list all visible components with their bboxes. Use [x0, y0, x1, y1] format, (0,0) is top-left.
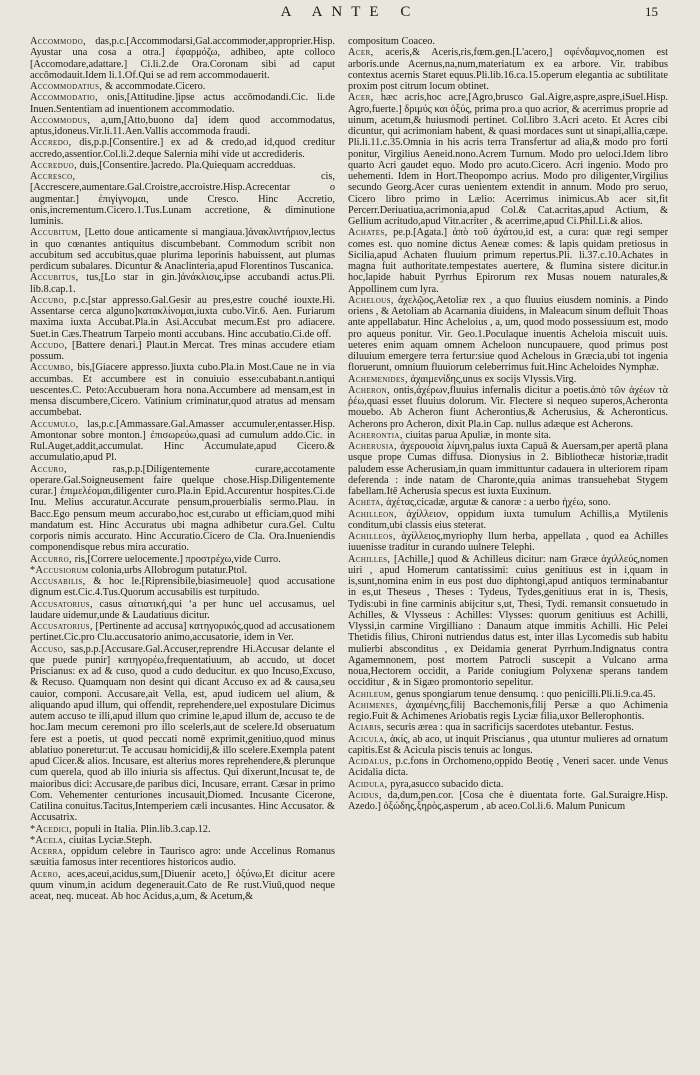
entry-text: onis,[Attitudine.]ipse actus accōmodandi.Cic. li.de Inuen.Sententiam ad inuentionem accommodatio. — [30, 92, 335, 115]
dictionary-entry — [348, 92, 668, 227]
entry-headword: Achates, — [348, 227, 388, 239]
entry-headword: Achilleon, — [348, 508, 398, 520]
entry-text: ciuitas Lyciæ.Steph. — [68, 834, 153, 846]
dictionary-entry — [348, 531, 668, 554]
dictionary-entry — [348, 509, 668, 532]
dictionary-entry — [348, 47, 668, 92]
page-number: 15 — [645, 4, 658, 19]
dictionary-entry — [348, 441, 668, 497]
dictionary-entry — [30, 644, 335, 824]
column-divider — [330, 40, 331, 1040]
entry-headword: Acicula, — [348, 733, 388, 745]
dictionary-entry — [30, 835, 335, 846]
entry-headword: Accommodatius, — [30, 81, 103, 92]
dictionary-entry — [348, 430, 668, 441]
dictionary-entry — [30, 565, 335, 576]
entry-text: tus,[Lo star in gin.]ἀνάκλισις,ipse accubandi actus.Pli. lib.8.cap.1. — [30, 272, 335, 295]
entry-text: ἀκίς, ab aco, ut inquit Priscianus , qua utuntur mulieres ad ornatum capitis.Est & Acicula piscis tenuis ac longus. — [348, 733, 668, 756]
dictionary-entry — [348, 374, 668, 385]
entry-text: populi in Italia. Plin.lib.3.cap.12. — [74, 823, 211, 835]
entry-headword: Accuro, — [30, 463, 67, 475]
entry-headword: Acerra, — [30, 846, 67, 857]
entry-text: ἀχέτας,cicadæ, argutæ & canoræ : a uerbo ἠχέω, sono. — [386, 497, 611, 509]
entry-text: ἀχίλλειος,myriophy llum herba, appellata , quod ea Achilles iuuenisse traditur in curando uulnere Telephi. — [348, 531, 668, 554]
entry-text: ras,p.p.[Diligentemente curare,accotamente operare.Gal.Soigneusement faire quelque chose.Hisp.Diligentemente curar.] ἐπιμελέομαι,diligenter curo.Pla.in Epid.Accurentur hospites.Ci.de Inu. Melius accuratur.Accurate pensum,prouerbialis sermo.Plau. in Bacc.Ego pensum meum accurabo,hoc est,curabo ut efficiam,quod mihi mandatum est. Hinc Accuratus ubi magna adhibetur cura.Gel. Cultu corporis nimis accurato. Hinc Accuratio.Cicero de Cla. Ora.Inueniendis componendisque rebus mira accuratio. — [30, 463, 335, 554]
dictionary-entry — [30, 295, 335, 340]
entry-text: bis,[Giacere appresso.]iuxta cubo.Pla.in Most.Caue ne in via accumbas. Et accumbere est in conuiuio esse:cubabant.n.antiqui uescentes.C. Peto:Accubueram hora nona.Accumbere ad mensam,est in mensa discumbere,Cicero. Vatinium criminatur,quod atratus ad mensam accumbebat. — [30, 362, 335, 419]
entry-text: & accommodate.Cicero. — [104, 81, 206, 92]
entry-headword: Acero, — [30, 868, 62, 880]
entry-text: [Achille,] quod & Achilleus dicitur: nam Græce ἀχιλλεύς,nomen uiri , apud Homerum cantatissimi: cuius genitiuus est in i,quam in is,sunt,nomina enim in eus post duo diphtongi,apud antiquos terminabantur in es,ut Theseus , Theses : Tydeus, Tydes,genitiuus erat in is, Thesis, Tydis:ubi in fine carminis abijcitur s,ut, Thesi, Tydi. remansit consuetudo in Achilles, & Vlysseus : Achilles: Vlysses: quorum genitiuus est Achilli, Vlyssi,in carmine Virgilliano : Danaum atque immitis Achilli. Hic Pelei Thetidis filius, Chironi nutriendus datus est, inter illas Lycomedis sub habitu mulierbi absconditus , ex Deidamia generat Pyrrhum.Indignatus contra Agamemnonem, post mortem Patrocli suscepit a Vulcano arma noua,Hectorem occidit, a Paride coniugium Polyxenæ sperans tandem occiditur , & in Sigæo promontorio sepelitur. — [348, 553, 668, 689]
entry-headword: Accumbo, — [30, 362, 74, 374]
running-header — [0, 4, 700, 24]
entry-headword: Accusabilis, — [30, 576, 86, 587]
entry-headword: Accubitum, — [30, 227, 81, 239]
dictionary-entry — [30, 36, 335, 81]
entry-headword: Acherusia, — [348, 441, 398, 452]
dictionary-entry — [30, 81, 335, 92]
entry-headword: Acer, — [348, 47, 374, 59]
entry-headword: Achilleos, — [348, 531, 396, 542]
entry-text: & hoc le.[Riprensibile,biasimeuole] quod accusatione dignum est.Cic.4.Tus.Quorum accusabilis est turpitudo. — [30, 576, 335, 599]
dictionary-entry — [30, 869, 335, 903]
dictionary-entry — [30, 160, 335, 171]
entry-headword: Accudo, — [30, 339, 68, 351]
entry-text: securis ærea : qua in sacrificijs sacerdotes utebantur. Festus. — [386, 722, 634, 734]
entry-headword: Achemenides, — [348, 373, 408, 385]
entry-text: sas,p.p.[Accusare.Gal.Accuser,reprendre Hi.Accusar delante el que puede punir] κατηγορέω,frequentatiuum, ab accudo, ut docet Priscianus: ex ad & cuso, quod a cudo deducitur. ex quo Incuso,Excuso, & Recuso. Quamquam non desint qui dicant Accuso ex ad & causa,seu cauior, componi. Accusare,ait Vella, est, apud iudicem uel alium, & aliquando apud illum, qui offendit, reprehendere,uel expostulare Dicimus autem accuso te illi,apud illum quo crimine le,apud illum de, accuso te de hoc.Iam mecum ceremoni pro illo scelerls,aut de scelere.Id obseruatum fere est a poetis, ut quod peccati nomē exprimit,genitiuo,quod minus ablatiuo poneretur:ut. Te accusau homicidij,& illo scelere.Exempla patent apud Cicer.& alios. Incusare, est alterius mores reprehendere,& plerunque cum querela, quod ab illo iniuria sis affectus. Qui dixerunt,Incusat te, de maioribus dici: Accusare,de paribus dici, Incusare, errant. Cæsar in primo Com. Vehementer centuriones incusauit,Diomed. Incusante Cicerone, Catilina conuitus.Tacitus,Intemperiem cæli incusantes. Hinc Accusator. & Accusatrix. — [30, 643, 335, 824]
entry-headword: Accumulo, — [30, 418, 79, 430]
entry-text: compositum Coaceo. — [348, 36, 435, 47]
entry-headword: Aciaris, — [348, 722, 385, 734]
entry-headword: *Acela, — [30, 834, 67, 846]
entry-text: [Battere denari.] Plaut.in Mercat. Tres minas accudere etiam possum. — [30, 339, 335, 362]
entry-text: ἀχελῷος,Aetoliæ rex , a quo fluuius eiusdem nominis. a Pindo oriens , & Aetoliam ab Acarnania diuidens, in Maleacum sinum defluit Thoas ante appellabatur. Hinc Acheloius , a, um, quod modo possessiuum est, modo pro aqueus ponitur. Vir. Geo.1.Poculaque inuentis Acheloia miscuit uuis. ueteres enim aquam omnem Acheloon nuncupauere, quod primus post diluuium emergere terra fertur:siue quod Achelous in Græcia,ubi tot ingenia floruerunt, omnium fluuiorum celeberrimus fuit.Hinc Acheloides Nymphæ. — [348, 294, 668, 374]
dictionary-entry — [30, 92, 335, 115]
entry-headword: Acidalus, — [348, 756, 392, 767]
entry-text: ciuitas parua Apuliæ, in monte sita. — [405, 429, 552, 441]
entry-text: das,p.c.[Accommodarsi,Gal.accommoder,approprier.Hisp. Ayustar una cosa a otra.] ἐφαρμόζω, adhibeo, apte colloco [Accomodare,adattare.] Ci.li.2.de Ora.Coronam sibi ad caput accōmodauit.Idem li.1.Of.Qui se ad rem accommodauerit. — [30, 36, 335, 81]
entry-headword: Accusatorius, — [30, 621, 93, 632]
entry-headword: Achilles, — [348, 553, 391, 565]
entry-text: ἀχαιμενίδης,unus ex socijs Vlyssis.Virg. — [410, 373, 577, 385]
entry-text: genus spongiarum tenue densumq. : quo penicilli.Pli.li.9.ca.45. — [396, 688, 656, 700]
entry-headword: Achimenes, — [348, 699, 398, 711]
dictionary-entry — [30, 272, 335, 295]
entry-headword: *Accusiorum — [30, 564, 89, 576]
dictionary-entry — [30, 227, 335, 272]
entry-text: dis,p.p.[Consentire.] ex ad & credo,ad id,quod creditur accredo,assentior.Col.li.2.deque Salernia mihi vide ut accredideris. — [30, 137, 335, 160]
dictionary-entry — [348, 295, 668, 374]
entry-text: duis,[Consentire.]acredo. Pla.Quiequam accredduas. — [79, 159, 296, 171]
dictionary-entry — [348, 227, 668, 295]
entry-text: p.c.[star appresso.Gal.Gesir au pres,estre couché iouxte.Hi. Assentarse cerca alguno]κατακλίνομαι,iuxta cubo.Vir.6. Aen. Furiarum maxima iuxta Accubat.Pla.in Asi.Accubat mecum.Est pro adiacere. Suet.in Cæs.Theatrum Tarpeio monti accubans. Hinc accubatio.Ci.de off. — [30, 294, 335, 340]
entry-headword: Accommodus, — [30, 114, 91, 126]
entry-headword: *Acedici, — [30, 823, 73, 835]
dictionary-entry — [30, 599, 335, 622]
dictionary-entry — [30, 464, 335, 554]
dictionary-entry — [348, 497, 668, 508]
dictionary-entry — [348, 756, 668, 779]
dictionary-entry — [30, 340, 335, 363]
dictionary-entry — [30, 171, 335, 227]
entry-text: hæc acris,hoc acre,[Agro,brusco Gal.Aigre,aspre,aspre,iSuel.Hisp. Agro,fuerte.] δριμύς και ὀξύς, prima pro.a quo acrior, & acerrimus proprie ad uinum, acetum,& huiusmodi pertinet. Col.libro 3.Acri aceto. Et Acres cibi dicuntur, qui acrimoniam habent, & quasi mordaces sunt ut sinapi,allia,cæpe. Pli.li.11.c.35.Omnia in his acris terra Transfertur ad alia,& modo pro forti ponitur, Virgilius Aeneid.nono.Acrem Turnum. Modo pro ueloci.Idem libro quarto Acri gaudet equo. Modo pro acuto.Cicero. Acri ingenio. Modo pro uehementi. Idem in Hort.Theopompo acrius. Modo pro diligenter,Virgilius secundo Georg.Acer curas uenientem extendit in annum. Modo pro seruo, Cicero libro primo in Lælio: Acerrimus inimicus.Ab acer sit,fit Percerr.Deriuatiua,acrimonia,apud Col.& Cat.acritas,apud Actium, & Gellium acritudo,apud Vitr.acriter , & acerrime,apud Ci.Phil.Li.& alios. — [348, 92, 668, 227]
entry-headword: Achileum, — [348, 688, 394, 700]
right-column — [348, 36, 668, 1046]
entry-headword: Accommodo, — [30, 36, 87, 47]
dictionary-entry — [30, 137, 335, 160]
dictionary-entry — [348, 700, 668, 723]
entry-headword: Accuso, — [30, 643, 67, 655]
dictionary-entry — [348, 722, 668, 733]
entry-text: pe.p.[Agata.] ἀπὸ τοῦ ἀχάτου,id est, a cura: quæ regi semper comes est. quo nomine dictus Aeneæ comes: & lapis quidam pretiosus in Sicilia,apud Achaten fluuium primum repertus.Pli. li.37.c.10.Achates in magna fuit authoritate.tempestates auertere, & flumina sistere dicitur.in hoc,lapide habuit Pyrrhus Epirorum rex Musas nouem naturales,& Appollinem cum lyra. — [348, 227, 668, 295]
dictionary-entry — [348, 385, 668, 430]
entry-text: ontis,ἀχέρων,fluuius infernalis dicitur a poetis.ἀπὸ τῶν ἀχέων τὰ ῥέω,quasi esset fluuius dolorum. Vir. Flectere si nequeo superos,Acheronta mouebo. Ab Acheron fiunt Acherontius,& Acherusius, & Acheronticus. Acherons pro Acheron, dixit Pla.in Cap. nullus adæque est Acherons. — [348, 384, 668, 430]
entry-text: p.c.fons in Orchomeno,oppido Beotię , Veneri sacer. unde Venus Acidalia dicta. — [348, 756, 668, 779]
dictionary-entry — [30, 362, 335, 418]
dictionary-entry — [348, 36, 668, 47]
entry-headword: Accurro, — [30, 553, 72, 565]
entry-headword: Accreduo, — [30, 159, 78, 171]
dictionary-entry — [30, 621, 335, 644]
entry-text: aces,aceui,acidus,sum,[Diuenir aceto,] ὀξύνω,Et dicitur acere quum vinum,in acidum degenerauit.Cato de Re rust.Viuū,quod neque aceat, neq. muceat. Ab hoc Acidus,a,um, & Acetum,& — [30, 868, 335, 902]
entry-headword: Accommodatio, — [30, 92, 99, 104]
dictionary-entry — [30, 824, 335, 835]
entry-text: cis,[Accrescere,aumentare.Gal.Croistre,accroistre.Hisp.Acrecentar o augmentar.] ἐπιγίγνομαι, unde Cresco. Hinc Accretio, onis,incrementum.Cicero.1.Tus.Lunam accretione, & diminutione luminis. — [30, 171, 335, 227]
entry-text: ἀχίλλειον, oppidum iuxta tumulum Achillis,a Mytilenis conditum,ubi classis eius steterat. — [348, 508, 668, 531]
entry-text: a,um,[Atto,buono da] idem quod accommodatus, aptus,idoneus.Vir.li.11.Aen.Vallis accommoda fraudi. — [30, 114, 335, 137]
dictionary-entry — [348, 734, 668, 757]
entry-text: casus αἰτιατική,qui ‘a per hunc uel accusamus, uel laudare uidemur,unde & Laudatiuus dicitur. — [30, 598, 335, 621]
entry-headword: Accredo, — [30, 137, 72, 149]
entry-text: pyra,asucco subacido dicta. — [390, 778, 504, 790]
entry-text: [Pertinente ad accusa] κατηγορικός,quod ad accusationem pertinet.Cic.pro Clu.accusatorio animo,accusatorie, idem in Ver. — [30, 621, 335, 644]
entry-text: ris,[Correre uelocemente.] προστρέχω,vide Curro. — [74, 553, 281, 565]
entry-text: las,p.c.[Ammassare.Gal.Amasser accumuler,entasser.Hisp. Amontonar sobre monton.] ἐπισωρεύω,quasi ad cumulum addo.Cic. in Rul.Auget,addit,accumulat. Hinc Accumulate,apud Cicero.& accumulatio,apud Pl. — [30, 418, 335, 464]
entry-headword: Accubitus, — [30, 272, 79, 284]
dictionary-entry — [348, 790, 668, 813]
entry-text: [Letto doue anticamente si mangiaua.]ἀνακλιντήριον,lectus in quo cœnantes antiquitus discumbebant. Commodum scribit non accubitum sed accubitus,quae plurima leporinis habuissent, aut plumas perdicum subalares. Dicuntur & Anaclinteria,apud Florentinos Tuscanica. — [30, 227, 335, 272]
entry-headword: Acheta, — [348, 497, 384, 509]
entry-headword: Accresco, — [30, 171, 76, 182]
dictionary-entry — [30, 554, 335, 565]
dictionary-entry — [30, 576, 335, 599]
entry-text: oppidum celebre in Taurisco agro: unde Accelinus Romanus sæuitia famosus inter recentiores historicos audio. — [30, 846, 335, 869]
dictionary-entry — [348, 689, 668, 700]
entry-text: da,dum,pen.cor. [Cosa che è diuentata forte. Gal.Suraigre.Hisp. Azedo.] ὀξώδης,ξηρὸς,asperum , ab aceo.Col.li.6. Malum Punicum — [348, 789, 668, 812]
entry-headword: Acer, — [348, 92, 374, 104]
entry-text: ἀχερουσία λίμνη,palus iuxta Capuā & Auersam,per apertā plana usque prope Cumas diffusa. Dionysius in 2. Bibliothecæ historiæ,tradit paludem esse Acherusiam,in quam immittuntur cadauera in ulteriorem ripam deferenda : inde natam de Charonte,quia animas transuehebat Stygem fabellam.Itē Acherusia specus est iuxta Euxinum. — [348, 441, 668, 497]
entry-headword: Acherontia, — [348, 429, 403, 441]
entry-text: aceris,& Aceris,ris,fœm.gen.[L'acero,] σφένδαμνος,nomen est arboris.unde Acernus,na,num,materiatum ex ea arbore. Vir. trabibus contextus acernis Staret equus.Pli.lib.16.ca.15.operum elegantia ac subtilitate proxim post citrum locum obtinet. — [348, 47, 668, 92]
running-title: A ANTE C — [280, 4, 420, 20]
entry-headword: Achelous, — [348, 294, 394, 306]
entry-headword: Acheron, — [348, 384, 390, 396]
entry-headword: Acidula, — [348, 778, 388, 790]
dictionary-entry — [30, 846, 335, 869]
dictionary-entry — [30, 115, 335, 138]
entry-headword: Accubo, — [30, 294, 67, 306]
dictionary-entry — [348, 779, 668, 790]
entry-headword: Acidus, — [348, 789, 382, 801]
entry-text: ἀχαιμένης,filij Bacchemonis,filij Persæ a quo Achimenia regio.Fuit & Achimenes Ariobatis regis Lyciæ filia,uxor Bellerophontis. — [348, 699, 668, 722]
left-column — [30, 36, 335, 1056]
entry-headword: Accusatorius, — [30, 598, 93, 610]
entry-text: colonia,urbs Allobrogum putatur.Ptol. — [91, 564, 248, 576]
dictionary-entry — [30, 419, 335, 464]
dictionary-entry — [348, 554, 668, 689]
